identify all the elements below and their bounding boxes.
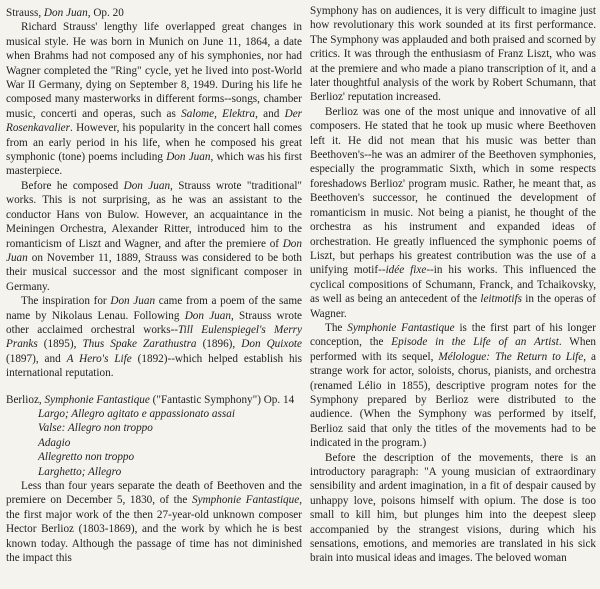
berlioz-paragraph-1: Less than four years separate the death of Beethoven and the premiere on December 5, 1830, of the Symphonie Fantastique, the first major work of the then 27-year-old unknown composer Hector Berlioz (1803-1869), and the work by which he is best known today. Although the passage of time has not diminished the impact this xyxy=(6,480,302,565)
heading-opus: , Op. 20 xyxy=(87,7,124,19)
berlioz-paragraph-2: Berlioz was one of the most unique and innovative of all composers. He stated that he took up music where Beethoven left it. He did not mean that his music was better than Beethoven's--he was an admirer of the Beethoven symphonies, especially the programmatic Sixth, which in some respects foreshadows Berlioz' program music. Rather, he meant that, as Beethoven's successor, he continued the development of romanticism in music. Not being a pianist, he thought of the orchestra as his instrument and expanded ideas of orchestration. He greatly influenced the symphonic poems of Liszt, but perhaps his greatest contribution was the use of a unifying motif--idée fixe--in his works. This influenced the cyclical compositions of Schumann, Franck, and Tchaikovsky, as well as being an antecedent of the leitmotifs in the operas of Wagner. xyxy=(310,105,596,320)
movement-item: Allegretto non troppo xyxy=(38,451,135,464)
movement-list xyxy=(6,407,302,479)
left-column xyxy=(6,4,302,589)
right-column xyxy=(310,4,596,589)
heading-work-title: Symphonie Fantastique xyxy=(44,393,150,406)
movement-item: Adagio xyxy=(38,436,71,449)
berlioz-heading xyxy=(6,393,302,407)
heading-work-title: Don Juan xyxy=(43,7,88,19)
strauss-paragraph-1: Richard Strauss' lengthy life overlapped great changes in musical style. He was born in Munich on June 11, 1864, a date when Brahms had not composed any of his symphonies, nor had Wagner completed the "Ring" cycle, yet he lived into post-World War II Germany, dying on September 8, 1949. During his life he composed many masterworks in different forms--songs, chamber music, concerti and operas, such as Salome, Elektra, and Der Rosenkavalier. However, his popularity in the concert hall comes from an early period in his life, when he composed his great symphonic (tone) poems including Don Juan, which was his first masterpiece. xyxy=(6,21,302,178)
strauss-paragraph-3: The inspiration for Don Juan came from a poem of the same name by Nikolaus Lenau. Following Don Juan, Strauss wrote other acclaimed orchestral works--Till Eulenspiegel's Merry Pranks (1895), Thus Spake Zarathustra (1896), Don Quixote (1897), and A Hero's Life (1892)--which helped establish his international reputation. xyxy=(6,295,302,380)
heading-composer: Berlioz, xyxy=(6,393,45,406)
heading-subtitle-opus: ("Fantastic Symphony") Op. 14 xyxy=(149,393,295,406)
movement-item: Larghetto; Allegro xyxy=(38,465,122,478)
strauss-paragraph-2: Before he composed Don Juan, Strauss wrote "traditional" works. This is not surprising, as he was an assistant to the conductor Hans von Bulow. However, an acquaintance in the Meiningen Orchestra, Alexander Ritter, introduced him to the romanticism of Liszt and Wagner, and after the premiere of Don Juan on November 11, 1889, Strauss was considered to be both their musical successor and the most significant composer in Germany. xyxy=(6,179,302,293)
berlioz-paragraph-3: The Symphonie Fantastique is the first part of his longer conception, the Episode in the Life of an Artist. When performed with its sequel, Mélologue: The Return to Life, a strange work for actor, soloists, chorus, pianists, and orchestra (renamed Lélio in 1855), descriptive program notes for the Symphony prepared by Berlioz were distributed to the audience. (When the Symphony was performed by itself, Berlioz said that only the titles of the movements had to be indicated in the program.) xyxy=(310,321,596,450)
berlioz-paragraph-4: Before the description of the movements, there is an introductory paragraph: "A young musician of extraordinary sensibility and ardent imagination, in a fit of despair caused by unhappy love, poisons himself with opium. The dose is too small to kill him, but plunges him into the deepest sleep accompanied by the strangest visions, during which his sensations, emotions, and memories are translated in his sick brain into musical ideas and images. The beloved woman xyxy=(310,451,596,565)
berlioz-paragraph-continued: Symphony has on audiences, it is very difficult to imagine just how revolutionary this work sounded at its first performance. The Symphony was applauded and both praised and scorned by critics. It was through the enthusiasm of Franz Liszt, who was at the premiere and who made a piano transcription of it, and a later thoughtful analysis of the work by Robert Schumann, that Berlioz' reputation increased. xyxy=(310,5,596,104)
strauss-heading xyxy=(6,6,302,20)
movement-item: Largo; Allegro agitato e appassionato assai xyxy=(38,407,235,420)
heading-composer: Strauss, xyxy=(6,7,44,19)
movement-item: Valse: Allegro non troppo xyxy=(38,422,153,435)
